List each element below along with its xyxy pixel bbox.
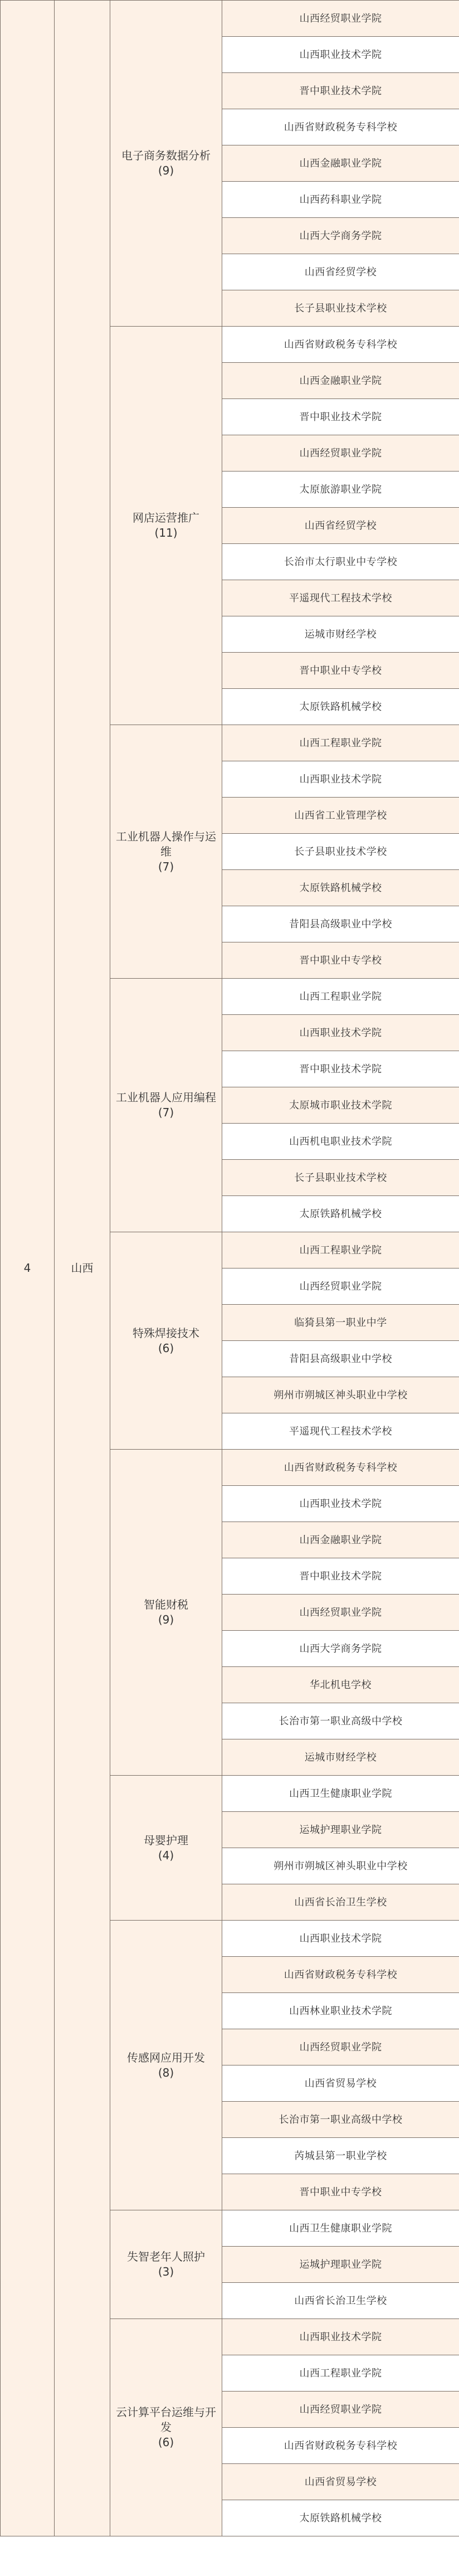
school-name-cell: 山西经贸职业学院 — [222, 1, 459, 37]
school-name-cell: 长子县职业技术学校 — [222, 290, 459, 327]
school-name-cell: 山西工程职业学院 — [222, 979, 459, 1015]
school-name-cell: 运城护理职业学院 — [222, 1812, 459, 1848]
school-name-cell: 山西省财政税务专科学校 — [222, 327, 459, 363]
profession-name: 传感网应用开发 — [127, 2050, 205, 2064]
school-name-cell: 朔州市朔城区神头职业中学校 — [222, 1377, 459, 1413]
school-name-cell: 山西工程职业学院 — [222, 725, 459, 761]
school-name-cell: 山西大学商务学院 — [222, 1631, 459, 1667]
school-name-cell: 山西职业技术学院 — [222, 37, 459, 73]
school-name-cell: 山西省长治卫生学校 — [222, 1884, 459, 1921]
school-name-cell: 山西经贸职业学院 — [222, 2029, 459, 2065]
school-name-cell: 山西省长治卫生学校 — [222, 2283, 459, 2319]
school-name-cell: 山西经贸职业学院 — [222, 1595, 459, 1631]
school-name-cell: 长子县职业技术学校 — [222, 1160, 459, 1196]
school-name-cell: 临猗县第一职业中学 — [222, 1305, 459, 1341]
school-name-cell: 山西职业技术学院 — [222, 761, 459, 798]
table-body — [1, 1, 459, 2536]
school-name-cell: 山西省工业管理学校 — [222, 798, 459, 834]
profession-cell — [110, 1776, 222, 1921]
school-name-cell: 山西省财政税务专科学校 — [222, 1450, 459, 1486]
profession-name: 工业机器人应用编程 — [116, 1091, 216, 1104]
school-name-cell: 朔州市朔城区神头职业中学校 — [222, 1848, 459, 1884]
school-name-cell: 运城市财经学校 — [222, 616, 459, 653]
school-name-cell: 太原城市职业技术学院 — [222, 1087, 459, 1124]
profession-cell — [110, 1232, 222, 1450]
school-name-cell: 运城市财经学校 — [222, 1739, 459, 1776]
school-count: (11) — [154, 526, 178, 539]
school-name-cell: 晋中职业技术学院 — [222, 73, 459, 109]
school-count: (8) — [158, 2065, 174, 2079]
school-name-cell: 晋中职业中专学校 — [222, 653, 459, 689]
row-number-cell: 4 — [1, 1, 55, 2536]
profession-name: 云计算平台运维与开发 — [116, 2405, 216, 2434]
school-name-cell: 山西职业技术学院 — [222, 1015, 459, 1051]
profession-name: 智能财税 — [144, 1598, 188, 1611]
profession-name: 失智老年人照护 — [127, 2250, 205, 2263]
profession-name: 工业机器人操作与运维 — [116, 829, 216, 858]
school-count: (3) — [158, 2265, 174, 2278]
profession-cell — [110, 327, 222, 725]
school-name-cell: 山西经贸职业学院 — [222, 435, 459, 472]
school-count: (6) — [158, 2436, 174, 2449]
school-name-cell: 山西省财政税务专科学校 — [222, 2428, 459, 2464]
school-name-cell: 平遥现代工程技术学校 — [222, 1413, 459, 1450]
school-count: (4) — [158, 1848, 174, 1862]
school-count: (9) — [158, 164, 174, 177]
school-name-cell: 太原铁路机械学校 — [222, 1196, 459, 1232]
school-count: (6) — [158, 1341, 174, 1355]
profession-cell — [110, 1921, 222, 2210]
school-name-cell: 山西职业技术学院 — [222, 2319, 459, 2355]
school-name-cell: 太原铁路机械学校 — [222, 689, 459, 725]
school-name-cell: 山西卫生健康职业学院 — [222, 2210, 459, 2247]
school-name-cell: 长治市太行职业中专学校 — [222, 544, 459, 580]
school-name-cell: 运城护理职业学院 — [222, 2247, 459, 2283]
school-name-cell: 山西省财政税务专科学校 — [222, 1957, 459, 1993]
school-count: (9) — [158, 1613, 174, 1626]
school-name-cell: 山西经贸职业学院 — [222, 2392, 459, 2428]
school-name-cell: 晋中职业技术学院 — [222, 1558, 459, 1595]
school-name-cell: 山西药科职业学院 — [222, 182, 459, 218]
school-name-cell: 山西省贸易学校 — [222, 2464, 459, 2500]
school-name-cell: 太原旅游职业学院 — [222, 472, 459, 508]
school-name-cell: 山西经贸职业学院 — [222, 1268, 459, 1305]
school-name-cell: 山西省贸易学校 — [222, 2065, 459, 2102]
profession-cell — [110, 725, 222, 979]
school-name-cell: 山西工程职业学院 — [222, 1232, 459, 1268]
school-name-cell: 晋中职业中专学校 — [222, 2174, 459, 2210]
school-name-cell: 山西卫生健康职业学院 — [222, 1776, 459, 1812]
school-name-cell: 长子县职业技术学校 — [222, 834, 459, 870]
profession-name: 网店运营推广 — [133, 511, 199, 524]
school-count: (7) — [158, 1106, 174, 1119]
school-name-cell: 晋中职业中专学校 — [222, 942, 459, 979]
profession-name: 母婴护理 — [144, 1833, 188, 1847]
profession-name: 特殊焊接技术 — [133, 1326, 199, 1340]
school-name-cell: 长治市第一职业高级中学校 — [222, 1703, 459, 1739]
school-name-cell: 山西职业技术学院 — [222, 1921, 459, 1957]
school-name-cell: 昔阳县高级职业中学校 — [222, 1341, 459, 1377]
school-name-cell: 平遥现代工程技术学校 — [222, 580, 459, 616]
school-name-cell: 山西省财政税务专科学校 — [222, 109, 459, 145]
school-name-cell: 山西金融职业学院 — [222, 1522, 459, 1558]
school-name-cell: 华北机电学校 — [222, 1667, 459, 1703]
school-name-cell: 长治市第一职业高级中学校 — [222, 2102, 459, 2138]
school-name-cell: 芮城县第一职业学校 — [222, 2138, 459, 2174]
school-name-cell: 晋中职业技术学院 — [222, 399, 459, 435]
school-name-cell: 山西省经贸学校 — [222, 254, 459, 290]
school-name-cell: 晋中职业技术学院 — [222, 1051, 459, 1087]
school-name-cell: 山西林业职业技术学院 — [222, 1993, 459, 2029]
school-name-cell: 山西大学商务学院 — [222, 218, 459, 254]
province-cell: 山西 — [55, 1, 110, 2536]
profession-cell — [110, 1, 222, 327]
school-name-cell: 太原铁路机械学校 — [222, 870, 459, 906]
school-name-cell: 昔阳县高级职业中学校 — [222, 906, 459, 942]
school-name-cell: 山西职业技术学院 — [222, 1486, 459, 1522]
table-row — [1, 1, 459, 37]
school-name-cell: 山西金融职业学院 — [222, 145, 459, 182]
profession-cell — [110, 2210, 222, 2319]
school-name-cell: 太原铁路机械学校 — [222, 2500, 459, 2536]
profession-cell — [110, 979, 222, 1232]
school-count: (7) — [158, 859, 174, 873]
profession-name: 电子商务数据分析 — [121, 149, 211, 162]
school-name-cell: 山西机电职业技术学院 — [222, 1124, 459, 1160]
school-name-cell: 山西省经贸学校 — [222, 508, 459, 544]
profession-cell — [110, 1450, 222, 1776]
school-name-cell: 山西工程职业学院 — [222, 2355, 459, 2392]
school-name-cell: 山西金融职业学院 — [222, 363, 459, 399]
profession-cell — [110, 2319, 222, 2536]
